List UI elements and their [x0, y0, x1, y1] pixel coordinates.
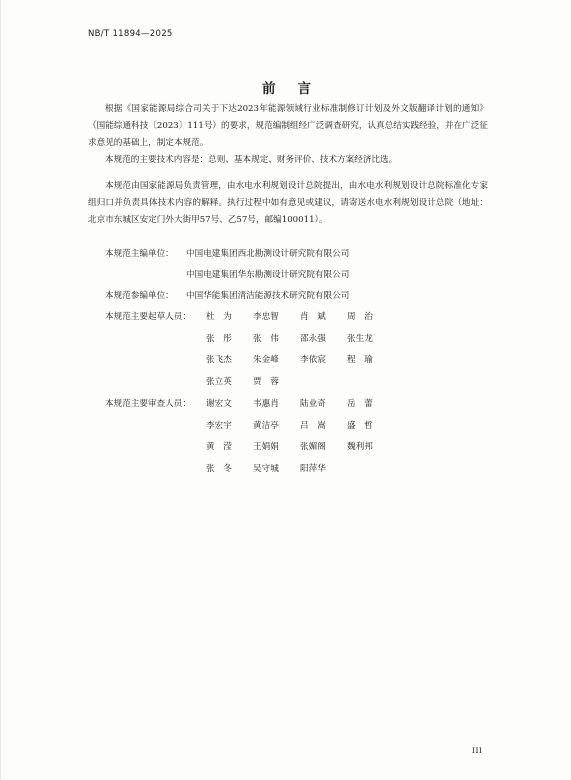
reviewer-name: 黄 滢: [206, 442, 232, 452]
reviewer-name: 吴守城: [253, 463, 279, 474]
drafters-list: [206, 307, 394, 393]
reviewer-name: 吕 嵩: [300, 420, 326, 431]
drafter-name: 张 伟: [253, 333, 279, 344]
reviewer-name: 陆业奇: [300, 399, 326, 409]
chief-editor-unit-2: 中国电建集团华东勘测设计研究院有限公司: [186, 270, 350, 280]
drafter-name: 张 彤: [206, 333, 232, 344]
drafter-name: 张飞杰: [206, 355, 232, 365]
paragraph-basis: 根据《国家能源局综合司关于下达2023年能源领域行业标准制修订计划及外文版翻译计划的通知》（国能综通科技〔2023〕111号）的要求，规范编制组经广泛调查研究，认真总结实践经验，并在广泛征求意见的基础上，制定本规范。: [88, 104, 488, 148]
page-title: 前言: [262, 81, 333, 97]
reviewer-name: 岳 蕾: [347, 399, 373, 409]
reviewers-row: [206, 437, 394, 459]
reviewer-name: 魏利邦: [347, 442, 373, 452]
standard-number: NB/T 11894—2025: [88, 29, 173, 39]
drafters-row: [206, 350, 394, 372]
drafter-name: 朱金峰: [253, 355, 279, 365]
reviewer-name: 韦惠肖: [253, 399, 279, 409]
reviewers-list: [206, 394, 394, 480]
reviewer-name: 阳萍华: [300, 463, 326, 474]
chief-editor-unit-1: 中国电建集团西北勘测设计研究院有限公司: [186, 249, 350, 259]
drafter-name: 张生龙: [347, 333, 373, 344]
drafter-name: 程 瑜: [347, 355, 373, 365]
reviewers-row: [206, 459, 394, 481]
drafters-row: [206, 307, 394, 329]
drafter-name: 杜 为: [206, 312, 232, 322]
reviewer-name: 王娟娟: [253, 442, 279, 452]
reviewer-name: 黄洁亭: [253, 420, 279, 431]
page-number: III: [472, 746, 483, 755]
paragraph-management: 本规范由国家能源局负责管理，由水电水利规划设计总院提出，由水电水利规划设计总院标准化专家组归口并负责具体技术内容的解释。执行过程中如有意见或建议，请寄送水电水利规划设计总院（地址：北京市东城区安定门外大街甲57号、乙57号，邮编100011）。: [88, 181, 488, 225]
drafter-name: 张立英: [206, 376, 232, 387]
drafter-name: 李依宸: [300, 355, 326, 365]
drafter-name: 贾 蓉: [253, 376, 279, 387]
reviewer-name: 张 冬: [206, 463, 232, 474]
participating-editor-label: 本规范参编单位：: [105, 291, 174, 301]
reviewer-name: 李宏宇: [206, 420, 232, 431]
drafter-name: 周 治: [347, 312, 373, 322]
drafters-row: [206, 329, 394, 351]
reviewer-name: 盛 哲: [347, 420, 373, 431]
drafter-name: 邵永强: [300, 333, 326, 344]
participating-editor-unit: 中国华能集团清洁能源技术研究院有限公司: [186, 291, 350, 301]
reviewer-name: 谢宏文: [206, 399, 232, 409]
reviewers-row: [206, 416, 394, 438]
paragraph-contents: 本规范的主要技术内容是：总则、基本规定、财务评价、技术方案经济比选。: [105, 155, 398, 165]
drafters-row: [206, 372, 394, 394]
reviewers-row: [206, 394, 394, 416]
drafter-name: 李忠智: [253, 312, 279, 322]
chief-editor-label: 本规范主编单位：: [105, 249, 174, 259]
drafters-label: 本规范主要起草人员：: [105, 312, 191, 322]
drafter-name: 肖 斌: [300, 312, 326, 322]
reviewer-name: 张媚阁: [300, 442, 326, 452]
reviewers-label: 本规范主要审查人员：: [105, 399, 191, 409]
